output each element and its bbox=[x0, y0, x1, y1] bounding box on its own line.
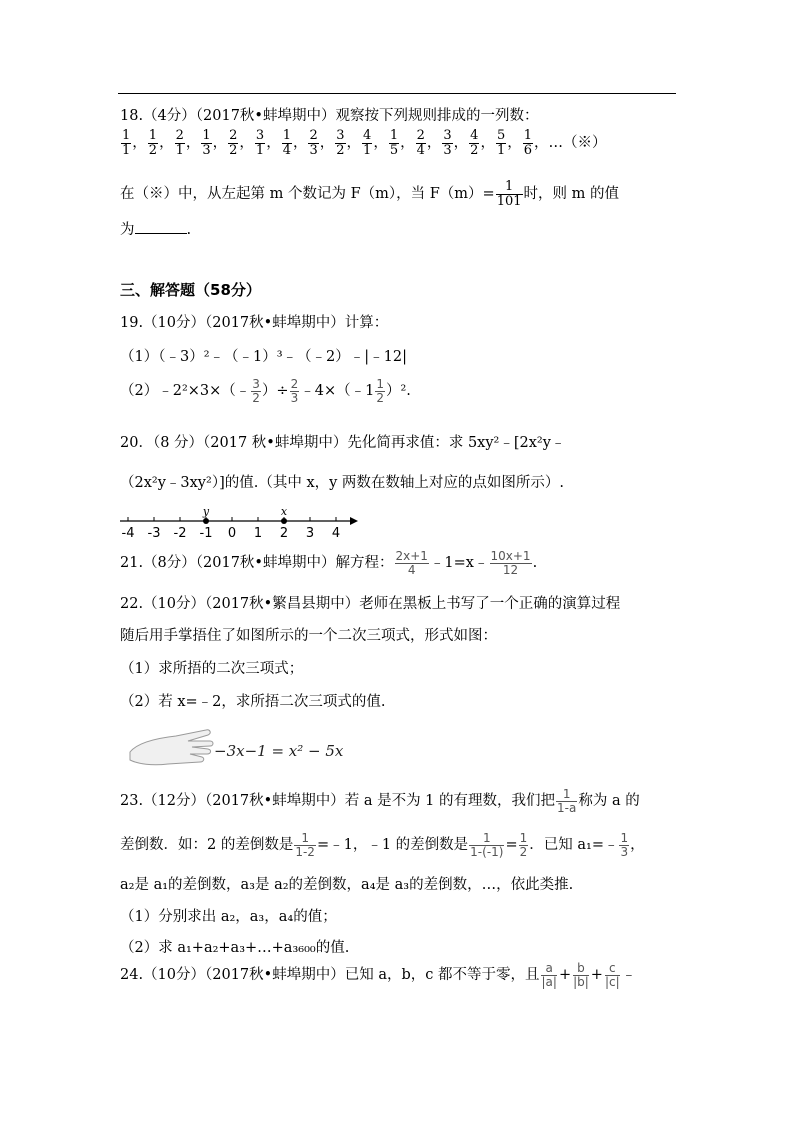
sequence-fraction: $\frac{2}{3}$ bbox=[309, 128, 318, 158]
tick-label: -4 bbox=[121, 526, 135, 541]
comma: ， bbox=[346, 135, 362, 152]
comma: ， bbox=[239, 135, 254, 152]
fraction: $\frac{1}{1-(-1)}$ bbox=[470, 831, 504, 859]
number-line bbox=[118, 505, 358, 541]
tick-label: 2 bbox=[279, 526, 289, 541]
tick-label: 1 bbox=[253, 526, 263, 541]
abs-fraction-a: $\frac{a}{|a|}$ bbox=[541, 961, 557, 989]
q19-text: ﹣4×（﹣1 bbox=[300, 383, 375, 400]
sequence-fraction: $\frac{1}{6}$ bbox=[523, 128, 532, 158]
q21-text: ﹣1=x﹣ bbox=[429, 555, 489, 572]
q23-part2: （2）求 a₁+a₂+a₃+…+a₃₆₀₀的值. bbox=[120, 940, 350, 956]
point-label-x: x bbox=[280, 505, 288, 518]
sequence-fraction: $\frac{1}{2}$ bbox=[148, 128, 158, 158]
q19-text: （2）﹣2²×3×（﹣ bbox=[120, 383, 251, 400]
q19-part1: （1）（﹣3）²﹣（﹣1）³﹣（﹣2）﹣|﹣12| bbox=[120, 349, 407, 365]
comma: ， bbox=[480, 135, 495, 152]
q22-line2: 随后用手掌捂住了如图所示的一个二次三项式，形式如图： bbox=[120, 628, 497, 644]
comma: ， bbox=[453, 135, 469, 152]
fraction: $\frac{1}{1-a}$ bbox=[557, 787, 577, 815]
sequence-fraction: $\frac{3}{2}$ bbox=[336, 128, 345, 158]
q23-text: 称为 a 的 bbox=[578, 793, 640, 810]
point-x bbox=[281, 518, 287, 524]
q24-text: ﹣ bbox=[621, 967, 637, 984]
q21-text: . bbox=[532, 555, 538, 572]
q24-line1 bbox=[120, 962, 636, 988]
comma: ， bbox=[534, 135, 549, 152]
q18-text: . bbox=[186, 222, 192, 238]
q18-text: 时，则 m 的值 bbox=[523, 186, 620, 203]
tick-label: -2 bbox=[173, 526, 187, 541]
q18-text: 为 bbox=[120, 222, 135, 238]
arrow-icon bbox=[350, 517, 358, 525]
comma: ， bbox=[212, 135, 228, 152]
plus-sign: + bbox=[590, 967, 603, 984]
top-rule bbox=[118, 93, 676, 94]
q22-line1: 22.（10分）（2017秋•繁昌县期中）老师在黑板上书写了一个正确的演算过程 bbox=[120, 596, 621, 612]
comma: ， bbox=[400, 135, 415, 152]
fraction: $\frac{1}{2}$ bbox=[519, 831, 528, 859]
sequence-fraction: $\frac{5}{1}$ bbox=[496, 128, 506, 158]
q22-part2: （2）若 x=﹣2，求所捂二次三项式的值. bbox=[120, 694, 386, 710]
hand-equation: −3x−1 = x² − 5x bbox=[214, 742, 344, 760]
q23-line2 bbox=[120, 832, 645, 858]
q23-text: ．已知 a₁=﹣ bbox=[529, 837, 619, 854]
q20-line1: 20．（8 分）（2017 秋•蚌埠期中）先化简再求值：求 5xy²﹣[2x²y﹣ bbox=[120, 435, 566, 451]
comma: ， bbox=[373, 135, 388, 152]
sequence-fraction: $\frac{2}{2}$ bbox=[229, 128, 238, 158]
q23-line1 bbox=[120, 788, 640, 814]
sequence-tail: …（※） bbox=[548, 135, 607, 152]
q23-line3: a₂是 a₁的差倒数，a₃是 a₂的差倒数，a₄是 a₃的差倒数，…，依此类推. bbox=[120, 877, 574, 893]
q20-line2: （2x²y﹣3xy²）]的值.（其中 x，y 两数在数轴上对应的点如图所示）. bbox=[120, 475, 565, 491]
q18-text: 在（※）中，从左起第 m 个数记为 F（m），当 F（m）= bbox=[120, 186, 495, 203]
comma: ， bbox=[132, 135, 147, 152]
q23-text: 23.（12分）（2017秋•蚌埠期中）若 a 是不为 1 的有理数，我们把 bbox=[120, 793, 556, 810]
fraction-sequence bbox=[120, 128, 549, 158]
comma: ， bbox=[426, 135, 442, 152]
q23-text: =﹣1，﹣1 的差倒数是 bbox=[316, 837, 469, 854]
comma: ， bbox=[507, 135, 522, 152]
sequence-fraction: $\frac{4}{1}$ bbox=[363, 128, 372, 158]
sequence-fraction: $\frac{1}{5}$ bbox=[389, 128, 399, 158]
q19-text: ）÷ bbox=[261, 383, 289, 400]
sequence-fraction: $\frac{2}{4}$ bbox=[416, 128, 425, 158]
sequence-fraction: $\frac{1}{1}$ bbox=[122, 128, 131, 158]
fraction: $\frac{3}{2}$ bbox=[252, 377, 260, 405]
q19-header: 19.（10分）（2017秋•蚌埠期中）计算： bbox=[120, 315, 389, 331]
q18-line4 bbox=[120, 218, 191, 239]
q18-header: 18.（4分）（2017秋•蚌埠期中）观察按下列规则排成的一列数： bbox=[120, 108, 539, 124]
fraction-1-101: $\frac{1}{101}$ bbox=[496, 179, 522, 209]
comma: ， bbox=[159, 135, 174, 152]
abs-fraction-b: $\frac{b}{|b|}$ bbox=[573, 961, 589, 989]
tick-label: 4 bbox=[331, 526, 341, 541]
fraction: $\frac{1}{1-2}$ bbox=[295, 831, 315, 859]
sequence-fraction: $\frac{1}{4}$ bbox=[282, 128, 291, 158]
q21-text: 21.（8分）（2017秋•蚌埠期中）解方程： bbox=[120, 555, 394, 572]
hand-figure bbox=[128, 724, 348, 774]
answer-blank bbox=[135, 233, 187, 234]
sequence-fraction: $\frac{3}{3}$ bbox=[443, 128, 452, 158]
q18-line3 bbox=[120, 180, 619, 208]
point-label-y: y bbox=[202, 505, 210, 518]
q23-text: ， bbox=[630, 837, 645, 854]
comma: ， bbox=[185, 135, 201, 152]
fraction: $\frac{1}{2}$ bbox=[376, 377, 384, 405]
sequence-fraction: $\frac{2}{1}$ bbox=[175, 128, 184, 158]
q23-text: 差倒数．如：2 的差倒数是 bbox=[120, 837, 294, 854]
fraction: $\frac{10x+1}{12}$ bbox=[490, 549, 531, 577]
fraction: $\frac{2x+1}{4}$ bbox=[395, 549, 428, 577]
q23-part1: （1）分别求出 a₂，a₃，a₄的值； bbox=[120, 909, 337, 925]
q21-equation bbox=[120, 550, 537, 576]
sequence-fraction: $\frac{1}{3}$ bbox=[202, 128, 211, 158]
comma: ， bbox=[319, 135, 335, 152]
point-y bbox=[203, 518, 209, 524]
comma: ， bbox=[292, 135, 308, 152]
abs-fraction-c: $\frac{c}{|c|}$ bbox=[604, 961, 620, 989]
sequence-fraction: $\frac{4}{2}$ bbox=[470, 128, 479, 158]
tick-label: 0 bbox=[227, 526, 237, 541]
number-line-figure bbox=[118, 505, 358, 545]
q24-text: 24.（10分）（2017秋•蚌埠期中）已知 a，b，c 都不等于零，且 bbox=[120, 967, 540, 984]
q18-sequence bbox=[120, 129, 607, 157]
fraction: $\frac{2}{3}$ bbox=[290, 377, 299, 405]
plus-sign: + bbox=[558, 967, 572, 984]
tick-label: 3 bbox=[305, 526, 315, 541]
q19-part2 bbox=[120, 378, 411, 404]
hand-cover-figure bbox=[128, 724, 348, 778]
q23-text: = bbox=[505, 837, 518, 854]
comma: ， bbox=[266, 135, 281, 152]
fraction: $\frac{1}{3}$ bbox=[620, 831, 629, 859]
tick-label: -3 bbox=[147, 526, 161, 541]
q22-part1: （1）求所捂的二次三项式； bbox=[120, 661, 304, 677]
section-title: 三、解答题（58分） bbox=[120, 281, 261, 299]
sequence-fraction: $\frac{3}{1}$ bbox=[255, 128, 265, 158]
q19-text: ）². bbox=[385, 383, 411, 400]
hand-icon bbox=[130, 730, 213, 765]
tick-label: -1 bbox=[199, 526, 213, 541]
